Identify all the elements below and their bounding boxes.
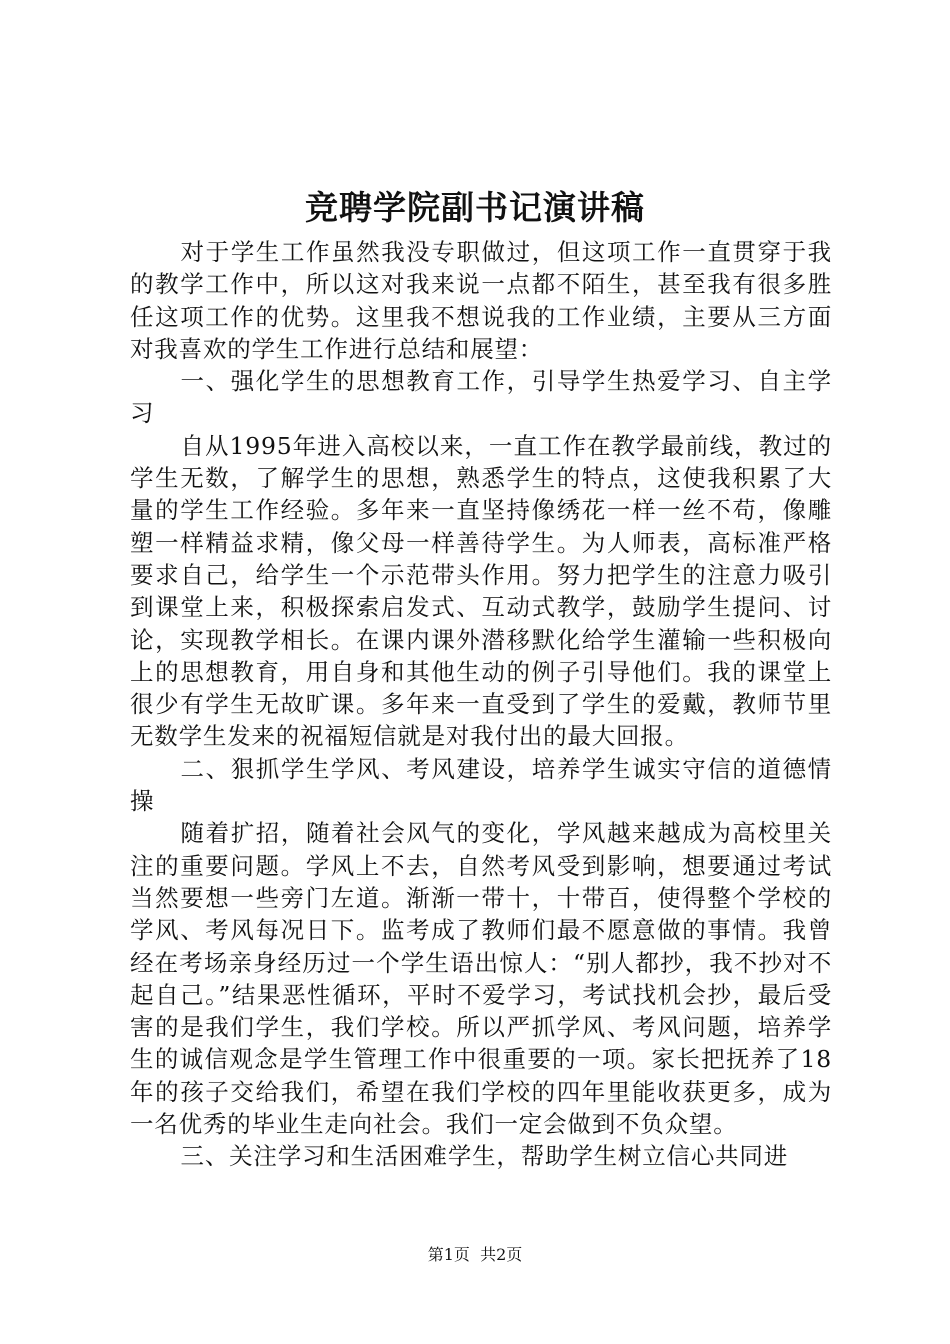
paragraph-intro: 对于学生工作虽然我没专职做过，但这项工作一直贯穿于我的教学工作中，所以这对我来说一点都不陌生，甚至我有很多胜任这项工作的优势。这里我不想说我的工作业绩，主要从三方面对我喜欢的学生工作进行总结和展望： <box>130 238 832 363</box>
paragraph-section-2: 随着扩招，随着社会风气的变化，学风越来越成为高校里关注的重要问题。学风上不去，自然考风受到影响，想要通过考试当然要想一些旁门左道。渐渐一带十，十带百，使得整个学校的学风、考风每况日下。监考成了教师们最不愿意做的事情。我曾经在考场亲身经历过一个学生语出惊人：“别人都抄，我不抄对不起自己。”结果恶性循环，平时不爱学习，考试找机会抄，最后受害的是我们学生，我们学校。所以严抓学风、考风问题，培养学生的诚信观念是学生管理工作中很重要的一项。家长把抚养了18年的孩子交给我们，希望在我们学校的四年里能收获更多，成为一名优秀的毕业生走向社会。我们一定会做到不负众望。 <box>130 819 832 1139</box>
section-heading-1: 一、强化学生的思想教育工作，引导学生热爱学习、自主学习 <box>130 367 832 428</box>
page-footer <box>0 1244 950 1266</box>
section-heading-2: 二、狠抓学生学风、考风建设，培养学生诚实守信的道德情操 <box>130 754 832 816</box>
paragraph-section-1: 自从1995年进入高校以来，一直工作在教学最前线，教过的学生无数，了解学生的思想，熟悉学生的特点，这使我积累了大量的学生工作经验。多年来一直坚持像绣花一样一丝不苟，像雕塑一样精益求精，像父母一样善待学生。为人师表，高标准严格要求自己，给学生一个示范带头作用。努力把学生的注意力吸引到课堂上来，积极探索启发式、互动式教学，鼓励学生提问、讨论，实现教学相长。在课内课外潜移默化给学生灌输一些积极向上的思想教育，用自身和其他生动的例子引导他们。我的课堂上很少有学生无故旷课。多年来一直受到了学生的爱戴，教师节里无数学生发来的祝福短信就是对我付出的最大回报。 <box>130 431 832 751</box>
page-number-label: 第1页 共2页 <box>427 1245 523 1264</box>
document-body <box>130 236 832 1173</box>
document-title: 竞聘学院副书记演讲稿 <box>305 188 645 227</box>
section-heading-3: 三、关注学习和生活困难学生，帮助学生树立信心共同进 <box>180 1142 789 1171</box>
